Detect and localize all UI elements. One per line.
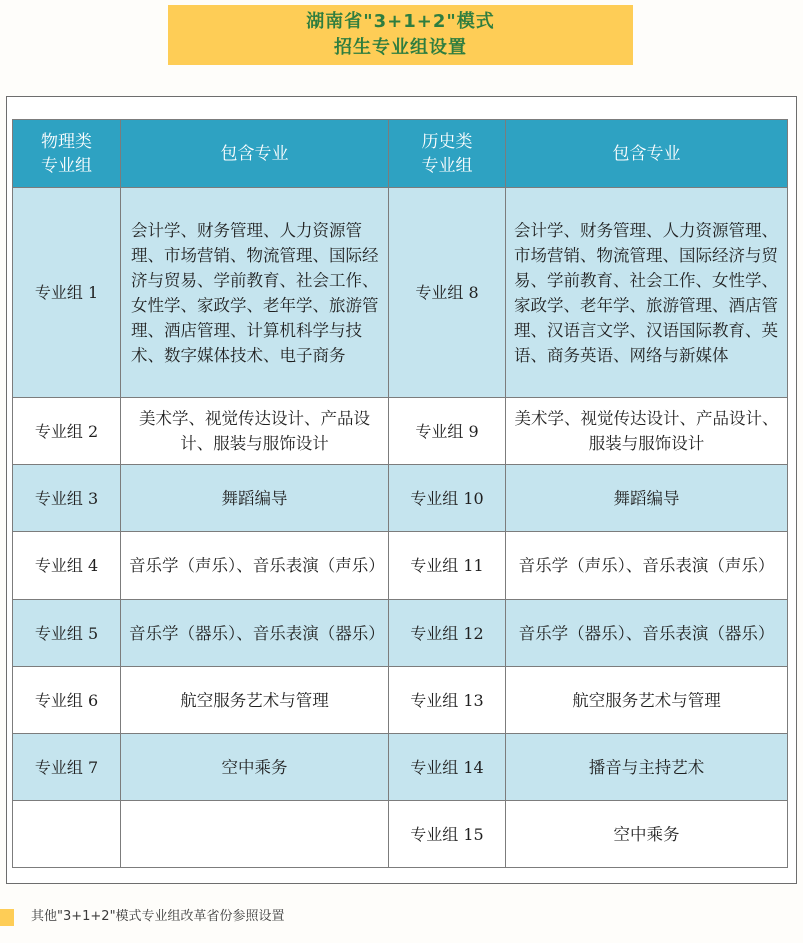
history-majors-cell: 舞蹈编导: [506, 465, 788, 532]
history-group-cell: 专业组 8: [389, 188, 506, 398]
history-majors-cell: 音乐学（声乐）、音乐表演（声乐）: [506, 532, 788, 600]
physics-group-cell: [13, 801, 121, 868]
header-history-group: [389, 120, 506, 188]
physics-majors-cell: 美术学、视觉传达设计、产品设计、服装与服饰设计: [121, 398, 389, 465]
table-row: [13, 532, 788, 600]
physics-group-cell: 专业组 7: [13, 734, 121, 801]
physics-group-cell: 专业组 4: [13, 532, 121, 600]
physics-majors-cell: 航空服务艺术与管理: [121, 667, 389, 734]
history-majors-cell: 会计学、财务管理、人力资源管理、市场营销、物流管理、国际经济与贸易、学前教育、社会工作、女性学、家政学、老年学、旅游管理、酒店管理、汉语言文学、汉语国际教育、英语、商务英语、网络与新媒体: [506, 188, 788, 398]
header-physics-group-line2: 专业组: [41, 155, 92, 176]
physics-group-cell: 专业组 5: [13, 600, 121, 667]
major-group-table: [12, 119, 788, 868]
history-group-cell: 专业组 12: [389, 600, 506, 667]
history-majors-cell: 音乐学（器乐）、音乐表演（器乐）: [506, 600, 788, 667]
history-group-cell: 专业组 14: [389, 734, 506, 801]
table-header-row: [13, 120, 788, 188]
physics-majors-cell: 空中乘务: [121, 734, 389, 801]
physics-group-cell: 专业组 6: [13, 667, 121, 734]
header-history-group-line1: 历史类: [421, 131, 473, 152]
history-group-cell: 专业组 11: [389, 532, 506, 600]
table-row: [13, 667, 788, 734]
table-row: [13, 801, 788, 868]
history-group-cell: 专业组 10: [389, 465, 506, 532]
physics-group-cell: 专业组 3: [13, 465, 121, 532]
physics-majors-cell: 舞蹈编导: [121, 465, 389, 532]
table-row: [13, 465, 788, 532]
physics-majors-cell: 音乐学（声乐）、音乐表演（声乐）: [121, 532, 389, 600]
table-row: [13, 734, 788, 801]
header-physics-majors: 包含专业: [121, 120, 389, 188]
table-row: [13, 600, 788, 667]
physics-group-cell: 专业组 2: [13, 398, 121, 465]
history-majors-cell: 航空服务艺术与管理: [506, 667, 788, 734]
physics-group-cell: 专业组 1: [13, 188, 121, 398]
page-title-line1: 湖南省"3+1+2"模式: [306, 11, 495, 32]
history-majors-cell: 播音与主持艺术: [506, 734, 788, 801]
footer-note: 其他"3+1+2"模式专业组改革省份参照设置: [31, 909, 285, 924]
header-history-majors: 包含专业: [506, 120, 788, 188]
history-group-cell: 专业组 9: [389, 398, 506, 465]
header-physics-group: [13, 120, 121, 188]
page-title-banner: [168, 5, 633, 65]
history-majors-cell: 美术学、视觉传达设计、产品设计、服装与服饰设计: [506, 398, 788, 465]
history-group-cell: 专业组 15: [389, 801, 506, 868]
table-row: [13, 398, 788, 465]
footer-marker: [0, 909, 14, 926]
table-row: [13, 188, 788, 398]
header-physics-group-line1: 物理类: [41, 131, 92, 152]
physics-majors-cell: [121, 801, 389, 868]
header-history-group-line2: 专业组: [421, 155, 473, 176]
history-group-cell: 专业组 13: [389, 667, 506, 734]
history-majors-cell: 空中乘务: [506, 801, 788, 868]
page-title-line2: 招生专业组设置: [334, 37, 467, 58]
physics-majors-cell: 音乐学（器乐）、音乐表演（器乐）: [121, 600, 389, 667]
physics-majors-cell: 会计学、财务管理、人力资源管理、市场营销、物流管理、国际经济与贸易、学前教育、社会工作、女性学、家政学、老年学、旅游管理、酒店管理、计算机科学与技术、数字媒体技术、电子商务: [121, 188, 389, 398]
